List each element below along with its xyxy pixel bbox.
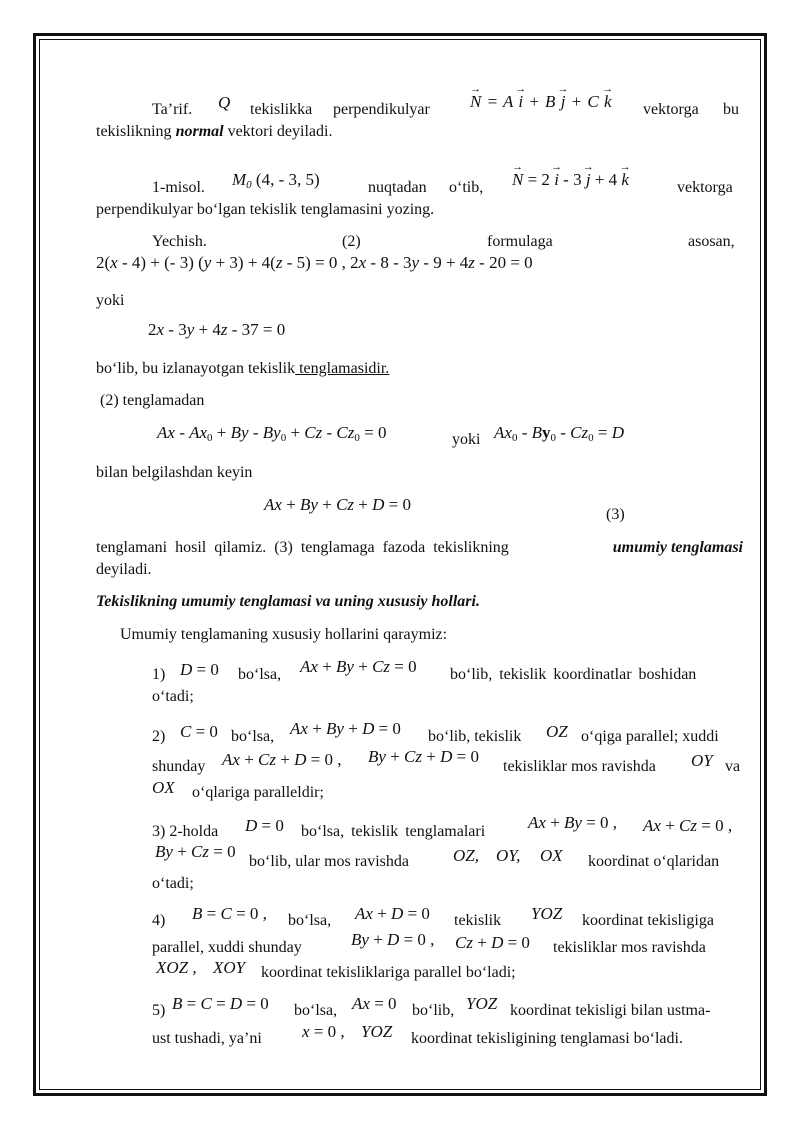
case1-text3: o‘tadi;: [152, 688, 194, 705]
case2-text7: o‘qlariga paralleldir;: [192, 784, 324, 801]
general-equation-bold: umumiy tenglamasi: [612, 539, 743, 556]
case4-equation2: By + D = 0 ,: [351, 930, 435, 949]
solution-result: [96, 359, 389, 379]
case2-text5: tekisliklar mos ravishda: [503, 758, 656, 775]
case3-text3: koordinat o‘qlaridan: [588, 853, 720, 870]
case2-equation3: By + Cz + D = 0: [368, 747, 479, 766]
definition-formula: → N = A → i + B → j + C → k: [470, 92, 612, 112]
case4-plane-xoz: XOZ ,: [156, 958, 197, 977]
example1-text1: nuqtadan: [368, 179, 427, 196]
case2-num: 2): [152, 728, 166, 745]
definition-text4: bu: [723, 101, 739, 118]
case5-text2: bo‘lib,: [412, 1002, 455, 1019]
case1-equation: Ax + By + Cz = 0: [300, 657, 417, 676]
definition-line2-c: vektori deyiladi.: [227, 123, 333, 140]
case4-equation: Ax + D = 0: [355, 904, 430, 923]
general-equation-text-2: deyiladi.: [96, 561, 152, 578]
case4-text6: koordinat tekisliklariga parallel bo‘ladi;: [261, 964, 516, 981]
case3-equation2: Ax + Cz = 0 ,: [643, 816, 733, 835]
example1-point: $M_0$ (4, - 3, 5): [232, 170, 320, 191]
case5-num: 5): [152, 1002, 166, 1019]
from-eq2-equation-right: $Ax_0 - By_0 - Cz_0 = D$: [494, 423, 625, 444]
case3-text2: bo‘lib, ular mos ravishda: [249, 853, 409, 870]
case2-axis-ox: OX: [152, 778, 175, 797]
from-eq2-equation-left: $Ax - Ax_0 + By - By_0 + Cz - Cz_0 = 0$: [157, 423, 387, 444]
case4-text2: tekislik: [454, 912, 502, 929]
solution-result-b: tenglamasidir.: [295, 360, 390, 377]
case3-axis-oy: OY,: [496, 846, 521, 865]
case2-equation2: Ax + Cz + D = 0 ,: [222, 750, 342, 769]
from-eq2-yoki: yoki: [452, 431, 481, 448]
case3-axis-ox: OX: [540, 846, 563, 865]
example1-text2: o‘tib,: [449, 179, 484, 196]
example1-label: 1-misol.: [152, 179, 205, 196]
case3-text1: bo‘lsa, tekislik tenglamalari: [301, 823, 486, 840]
definition-label: Ta’rif.: [152, 101, 193, 118]
solution-equation2: 2x - 3y + 4z - 37 = 0: [148, 320, 286, 339]
case3-equation3: By + Cz = 0: [155, 842, 236, 861]
definition-normal-term: normal: [175, 123, 224, 140]
case4-text4: parallel, xuddi shunday: [152, 939, 302, 956]
from-eq2-after: bilan belgilashdan keyin: [96, 464, 253, 481]
case1-num: 1): [152, 666, 166, 683]
case5-text5: koordinat tekisligining tenglamasi bo‘ladi.: [411, 1030, 683, 1047]
case5-text4: ust tushadi, ya’ni: [152, 1030, 262, 1047]
example1-text3: vektorga: [677, 179, 733, 196]
general-equation: Ax + By + Cz + D = 0: [264, 495, 411, 514]
definition-text2: perpendikulyar: [333, 101, 430, 118]
definition-text1: tekislikka: [250, 101, 313, 118]
case3-num: 3) 2-holda: [152, 823, 219, 840]
general-equation-text: [96, 538, 743, 558]
solution-yoki: yoki: [96, 292, 125, 309]
from-eq2-intro: (2) tenglamadan: [100, 392, 205, 409]
case5-equation: Ax = 0: [352, 994, 397, 1013]
definition-plane: Q: [218, 93, 231, 112]
example1-formula: → N = 2 → i - 3 → j + 4 → k: [512, 170, 629, 190]
equation-number-3: (3): [606, 506, 625, 523]
case5-text3: koordinat tekisligi bilan ustma-: [510, 1002, 711, 1019]
definition-text3: vektorga: [643, 101, 699, 118]
case5-condition: B = C = D = 0: [172, 994, 269, 1013]
case3-condition: D = 0: [245, 816, 284, 835]
case2-axis-oy: OY: [691, 751, 713, 770]
solution-equation1: 2(x - 4) + (- 3) (y + 3) + 4(z - 5) = 0 , 2x - 8 - 3y - 9 + 4z - 20 = 0: [96, 253, 533, 272]
general-equation-text-1: tenglamani hosil qilamiz. (3) tenglamaga fazoda tekislikning: [96, 539, 509, 556]
case2-text6: va: [725, 758, 741, 775]
solution-word-formulaga: formulaga: [487, 233, 553, 250]
case2-text4: shunday: [152, 758, 206, 775]
solution-ref: (2): [342, 233, 361, 250]
case4-equation3: Cz + D = 0: [455, 933, 530, 952]
case5-plane-yoz-2: YOZ: [361, 1022, 393, 1041]
case2-text3: o‘qiga parallel; xuddi: [581, 728, 719, 745]
section-intro: Umumiy tenglamaning xususiy hollarini qaraymiz:: [120, 626, 448, 643]
case2-text2: bo‘lib, tekislik: [428, 728, 522, 745]
case4-text5: tekisliklar mos ravishda: [553, 939, 706, 956]
case1-condition: D = 0: [180, 660, 219, 679]
solution-result-a: bo‘lib, bu izlanayotgan tekislik: [96, 360, 296, 377]
case2-equation: Ax + By + D = 0: [290, 719, 401, 738]
definition-line2: [96, 122, 332, 142]
case4-plane-xoy: XOY: [213, 958, 246, 977]
case2-condition: C = 0: [180, 722, 218, 741]
case4-num: 4): [152, 912, 166, 929]
case5-equation2: x = 0 ,: [302, 1022, 345, 1041]
definition-line2-a: tekislikning: [96, 123, 172, 140]
solution-label: Yechish.: [152, 233, 207, 250]
example1-line2: perpendikulyar bo‘lgan tekislik tenglamasini yozing.: [96, 201, 435, 218]
case3-text4: o‘tadi;: [152, 875, 194, 892]
case4-plane-yoz: YOZ: [531, 904, 563, 923]
case1-text2: bo‘lib, tekislik koordinatlar boshidan: [450, 666, 697, 683]
case4-text1: bo‘lsa,: [288, 912, 332, 929]
case3-axis-oz: OZ,: [453, 846, 479, 865]
case4-text3: koordinat tekisligiga: [582, 912, 714, 929]
case1-text1: bo‘lsa,: [238, 666, 282, 683]
case2-axis-oz: OZ: [546, 722, 568, 741]
case2-text1: bo‘lsa,: [231, 728, 275, 745]
case4-condition: B = C = 0 ,: [192, 904, 267, 923]
solution-word-asosan: asosan,: [688, 233, 735, 250]
case5-text1: bo‘lsa,: [294, 1002, 338, 1019]
case3-equation1: Ax + By = 0 ,: [528, 813, 618, 832]
section-heading: Tekislikning umumiy tenglamasi va uning xususiy hollari.: [96, 593, 480, 610]
case5-plane-yoz: YOZ: [466, 994, 498, 1013]
